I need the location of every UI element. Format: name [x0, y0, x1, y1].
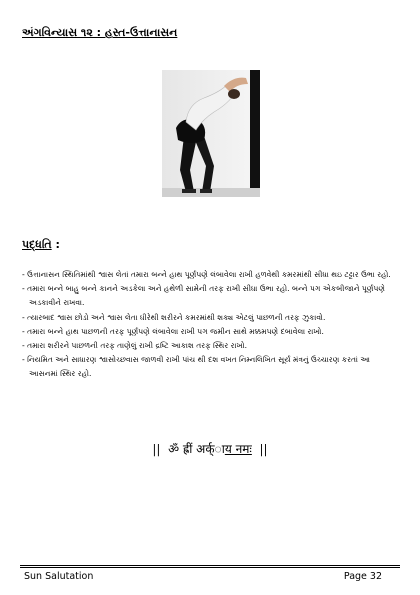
method-steps: [22, 268, 400, 382]
footer-rule-bottom: [20, 567, 400, 568]
method-colon: :: [55, 238, 60, 251]
method-step: - તમારા શરીરને પાછળની તરફ તાણેલું રાખી દ્રષ્ટિ આકાશ તરફ સ્થિર રાખો.: [22, 339, 400, 353]
footer-rule-top: [20, 565, 400, 566]
mantra-text: ॐ ह्रीं अर्क्: [168, 442, 225, 456]
method-label: પદ્ધતિ: [22, 238, 52, 251]
method-step: - ઉત્તાનાસન સ્થિતિમાંથી શ્વાસ લેતાં તમારા બન્ને હાથ પૂર્ણપણે લંબાવેલા રાખી હળવેથી કમરમાંથી સીધા થઇ ટટ્ટાર ઉભા રહો.: [22, 268, 400, 282]
pose-illustration: [162, 70, 260, 197]
mantra-bars-right: ||: [259, 442, 268, 456]
method-step: - તમારા બન્ને હાથ પાછળની તરફ પૂર્ણપણે લંબાવેલા રાખી પગ જમીન સાથે મક્કમપણે દબાવેલા રાખો.: [22, 325, 400, 339]
method-step: - ત્યારબાદ શ્વાસ છોડો અને શ્વાસ લેતા ધીરેથી શરીરને કમરમાંથી શક્ય એટલું પાછળની તરફ ઝુકાવો.: [22, 311, 400, 325]
page-title: અંગવિન્યાસ ૧૨ : હસ્ત-ઉત્તાનાસન: [22, 26, 178, 39]
mantra-bars-left: ||: [152, 442, 161, 456]
method-heading: [22, 238, 60, 252]
footer-book-title: Sun Salutation: [24, 571, 94, 582]
method-step: - તમારા બન્ને બાહુ બન્ને કાનને અડકેલા અને હથેળી સામેની તરફ રાખી સીધા ઉભા રહો. બન્ને પગ એકબીજાને પૂર્ણપણે અડકાવીને રાખવા.: [22, 282, 400, 310]
method-step: - નિયમિત અને સાધારણ શ્વાસોચ્છવાસ જાળવી રાખી પાંચ થી દશ વખત નિમ્નલિખિત સૂર્ય મંત્રનું ઉચ્ચારણ કરતાં આ આસનમાં સ્થિર રહો.: [22, 353, 400, 381]
mantra-text-underlined: ाय नमः: [224, 442, 252, 456]
footer-page-number: Page 32: [343, 571, 382, 582]
surya-mantra: [0, 440, 420, 457]
pose-photo: [162, 70, 260, 197]
